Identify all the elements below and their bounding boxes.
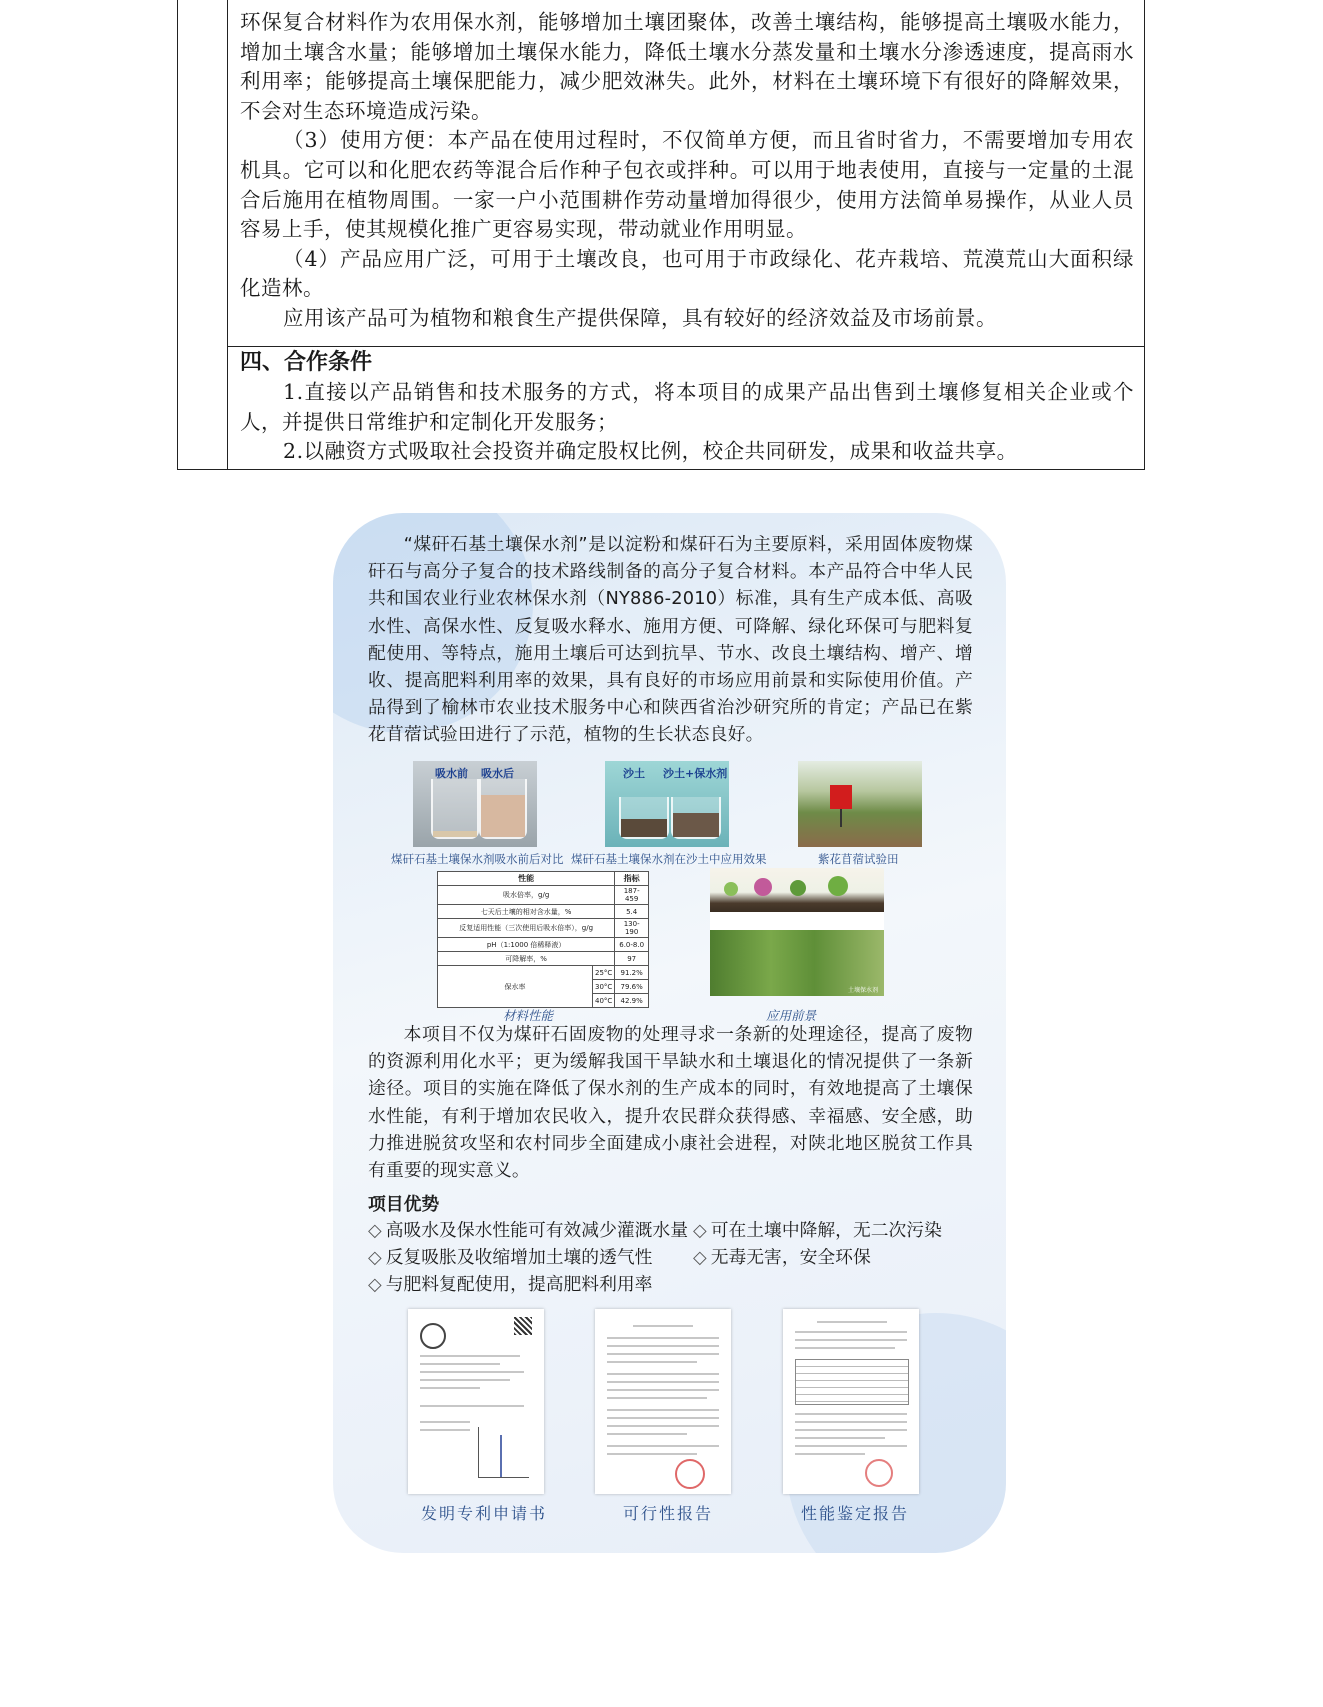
table-cell: 97 <box>615 952 649 966</box>
product-advantages-cell <box>228 0 1144 347</box>
beaker-comparison-photo <box>413 761 537 847</box>
cooperation-cell <box>228 347 1144 469</box>
application-prospect-photo <box>710 868 884 996</box>
seal-icon <box>675 1459 705 1489</box>
feasibility-report-thumbnail <box>595 1309 731 1494</box>
table-cell: pH（1:1000 倍稀释液） <box>438 938 615 952</box>
application-paragraph: （4）产品应用广泛，可用于土壤改良，也可用于市政绿化、花卉栽培、荒漠荒山大面积绿化造林。 <box>240 246 1134 301</box>
table-cell: 6.0-8.0 <box>615 938 649 952</box>
alfalfa-field-photo <box>798 761 922 847</box>
table-cell: 130-190 <box>615 919 649 938</box>
table-cell: 可降解率，% <box>438 952 615 966</box>
caption-material-performance: 材料性能 <box>503 1008 554 1023</box>
doc-caption-performance: 性能鉴定报告 <box>801 1504 910 1523</box>
material-performance-table <box>437 871 649 1008</box>
doc-caption-patent: 发明专利申请书 <box>421 1504 548 1523</box>
cooperation-item-2: 2.以融资方式吸取社会投资并确定股权比例，校企共同研发，成果和收益共享。 <box>283 439 1018 464</box>
seal-icon <box>865 1459 893 1487</box>
caption-sand: 煤矸石基土壤保水剂在沙土中应用效果 <box>571 852 767 866</box>
photo-tag-sand: 沙土 <box>623 767 645 780</box>
benefit-paragraph: 环保复合材料作为农用保水剂，能够增加土壤团聚体，改善土壤结构，能够提高土壤吸水能力，增加土壤含水量；能够增加土壤保水能力，降低土壤水分蒸发量和土壤水分渗透速度，提高雨水利用率；能够提高土壤保肥能力，减少肥效淋失。此外，材料在土壤环境下有很好的降解效果，不会对生态环境造成污染。 <box>240 10 1134 123</box>
table-cell: 吸水倍率，g/g <box>438 886 615 905</box>
table-cell: 30°C <box>593 980 615 994</box>
advantage-item: ◇ 可在土壤中降解，无二次污染 <box>693 1220 942 1241</box>
caption-field: 紫花苜蓿试验田 <box>818 852 899 866</box>
table-cell: 反复适用性能（三次使用后吸水倍率），g/g <box>438 919 615 938</box>
table-cell: 七天后土壤的相对含水量，% <box>438 905 615 919</box>
table-cell: 91.2% <box>615 966 649 980</box>
document-table <box>177 0 1145 470</box>
advantage-item: ◇ 反复吸胀及收缩增加土壤的透气性 <box>368 1247 653 1268</box>
table-cell: 40°C <box>593 994 615 1008</box>
poster-conclusion: 本项目不仅为煤矸石固废物的处理寻求一条新的处理途径，提高了废物的资源利用化水平；更为缓解我国干旱缺水和土壤退化的情况提供了一条新途径。项目的实施在降低了保水剂的生产成本的同时，有效地提高了土壤保水性能，有利于增加农民收入，提升农民群众获得感、幸福感、安全感，助力推进脱贫攻坚和农村同步全面建成小康社会进程，对陕北地区脱贫工作具有重要的现实意义。 <box>368 1024 973 1182</box>
doc-caption-feasibility: 可行性报告 <box>623 1504 714 1523</box>
usage-paragraph: （3）使用方便：本产品在使用过程时，不仅简单方便，而且省时省力，不需要增加专用农机具。它可以和化肥农药等混合后作种子包衣或拌种。可以用于地表使用，直接与一定量的土混合后施用在植物周围。一家一户小范围耕作劳动量增加得很少，使用方法简单易操作，从业人员容易上手，使其规模化推广更容易实现，带动就业作用明显。 <box>240 128 1134 242</box>
photo-tag-after: 吸水后 <box>481 767 514 780</box>
table-cell: 5.4 <box>615 905 649 919</box>
caption-application-prospect: 应用前景 <box>766 1008 817 1023</box>
patent-application-thumbnail <box>408 1309 544 1494</box>
poster-intro: “煤矸石基土壤保水剂”是以淀粉和煤矸石为主要原料，采用固体废物煤矸石与高分子复合的技术路线制备的高分子复合材料。本产品符合中华人民共和国农业行业农林保水剂（NY886-2010）标准，具有生产成本低、高吸水性、高保水性、反复吸水释水、施用方便、可降解、绿化环保可与肥料复配使用、等特点，施用土壤后可达到抗旱、节水、改良土壤结构、增产、增收、提高肥料利用率的效果，具有良好的市场应用前景和实际使用价值。产品得到了榆林市农业技术服务中心和陕西省治沙研究所的肯定；产品已在紫花苜蓿试验田进行了示范，植物的生长状态良好。 <box>368 534 973 746</box>
table-cell-retention: 保水率 <box>438 966 593 1008</box>
prospect-paragraph: 应用该产品可为植物和粮食生产提供保障，具有较好的经济效益及市场前景。 <box>283 305 998 330</box>
prospect-photo-label: 土壤保水剂 <box>847 987 878 994</box>
caption-beakers: 煤矸石基土壤保水剂吸水前后对比 <box>391 852 564 866</box>
photo-tag-sand-gel: 沙土+保水剂 <box>663 767 728 780</box>
advantages-heading: 项目优势 <box>368 1194 440 1215</box>
advantage-item: ◇ 无毒无害，安全环保 <box>693 1247 871 1268</box>
cooperation-item-1: 1.直接以产品销售和技术服务的方式，将本项目的成果产品出售到土壤修复相关企业或个人，并提供日常维护和定制化开发服务； <box>240 380 1134 434</box>
field-sign <box>830 785 852 809</box>
advantage-item: ◇ 与肥料复配使用，提高肥料利用率 <box>368 1274 653 1295</box>
performance-report-thumbnail <box>783 1309 919 1494</box>
table-header-value: 指标 <box>615 872 649 886</box>
table-header-property: 性能 <box>438 872 615 886</box>
advantage-item: ◇ 高吸水及保水性能可有效减少灌溉水量 <box>368 1220 688 1241</box>
table-cell: 25°C <box>593 966 615 980</box>
table-cell: 187-459 <box>615 886 649 905</box>
table-cell: 42.9% <box>615 994 649 1008</box>
product-poster <box>333 513 1006 1553</box>
section-heading: 四、合作条件 <box>240 350 373 375</box>
table-left-column <box>178 0 228 469</box>
table-cell: 79.6% <box>615 980 649 994</box>
photo-tag-before: 吸水前 <box>435 767 468 780</box>
sand-comparison-photo <box>605 761 729 847</box>
